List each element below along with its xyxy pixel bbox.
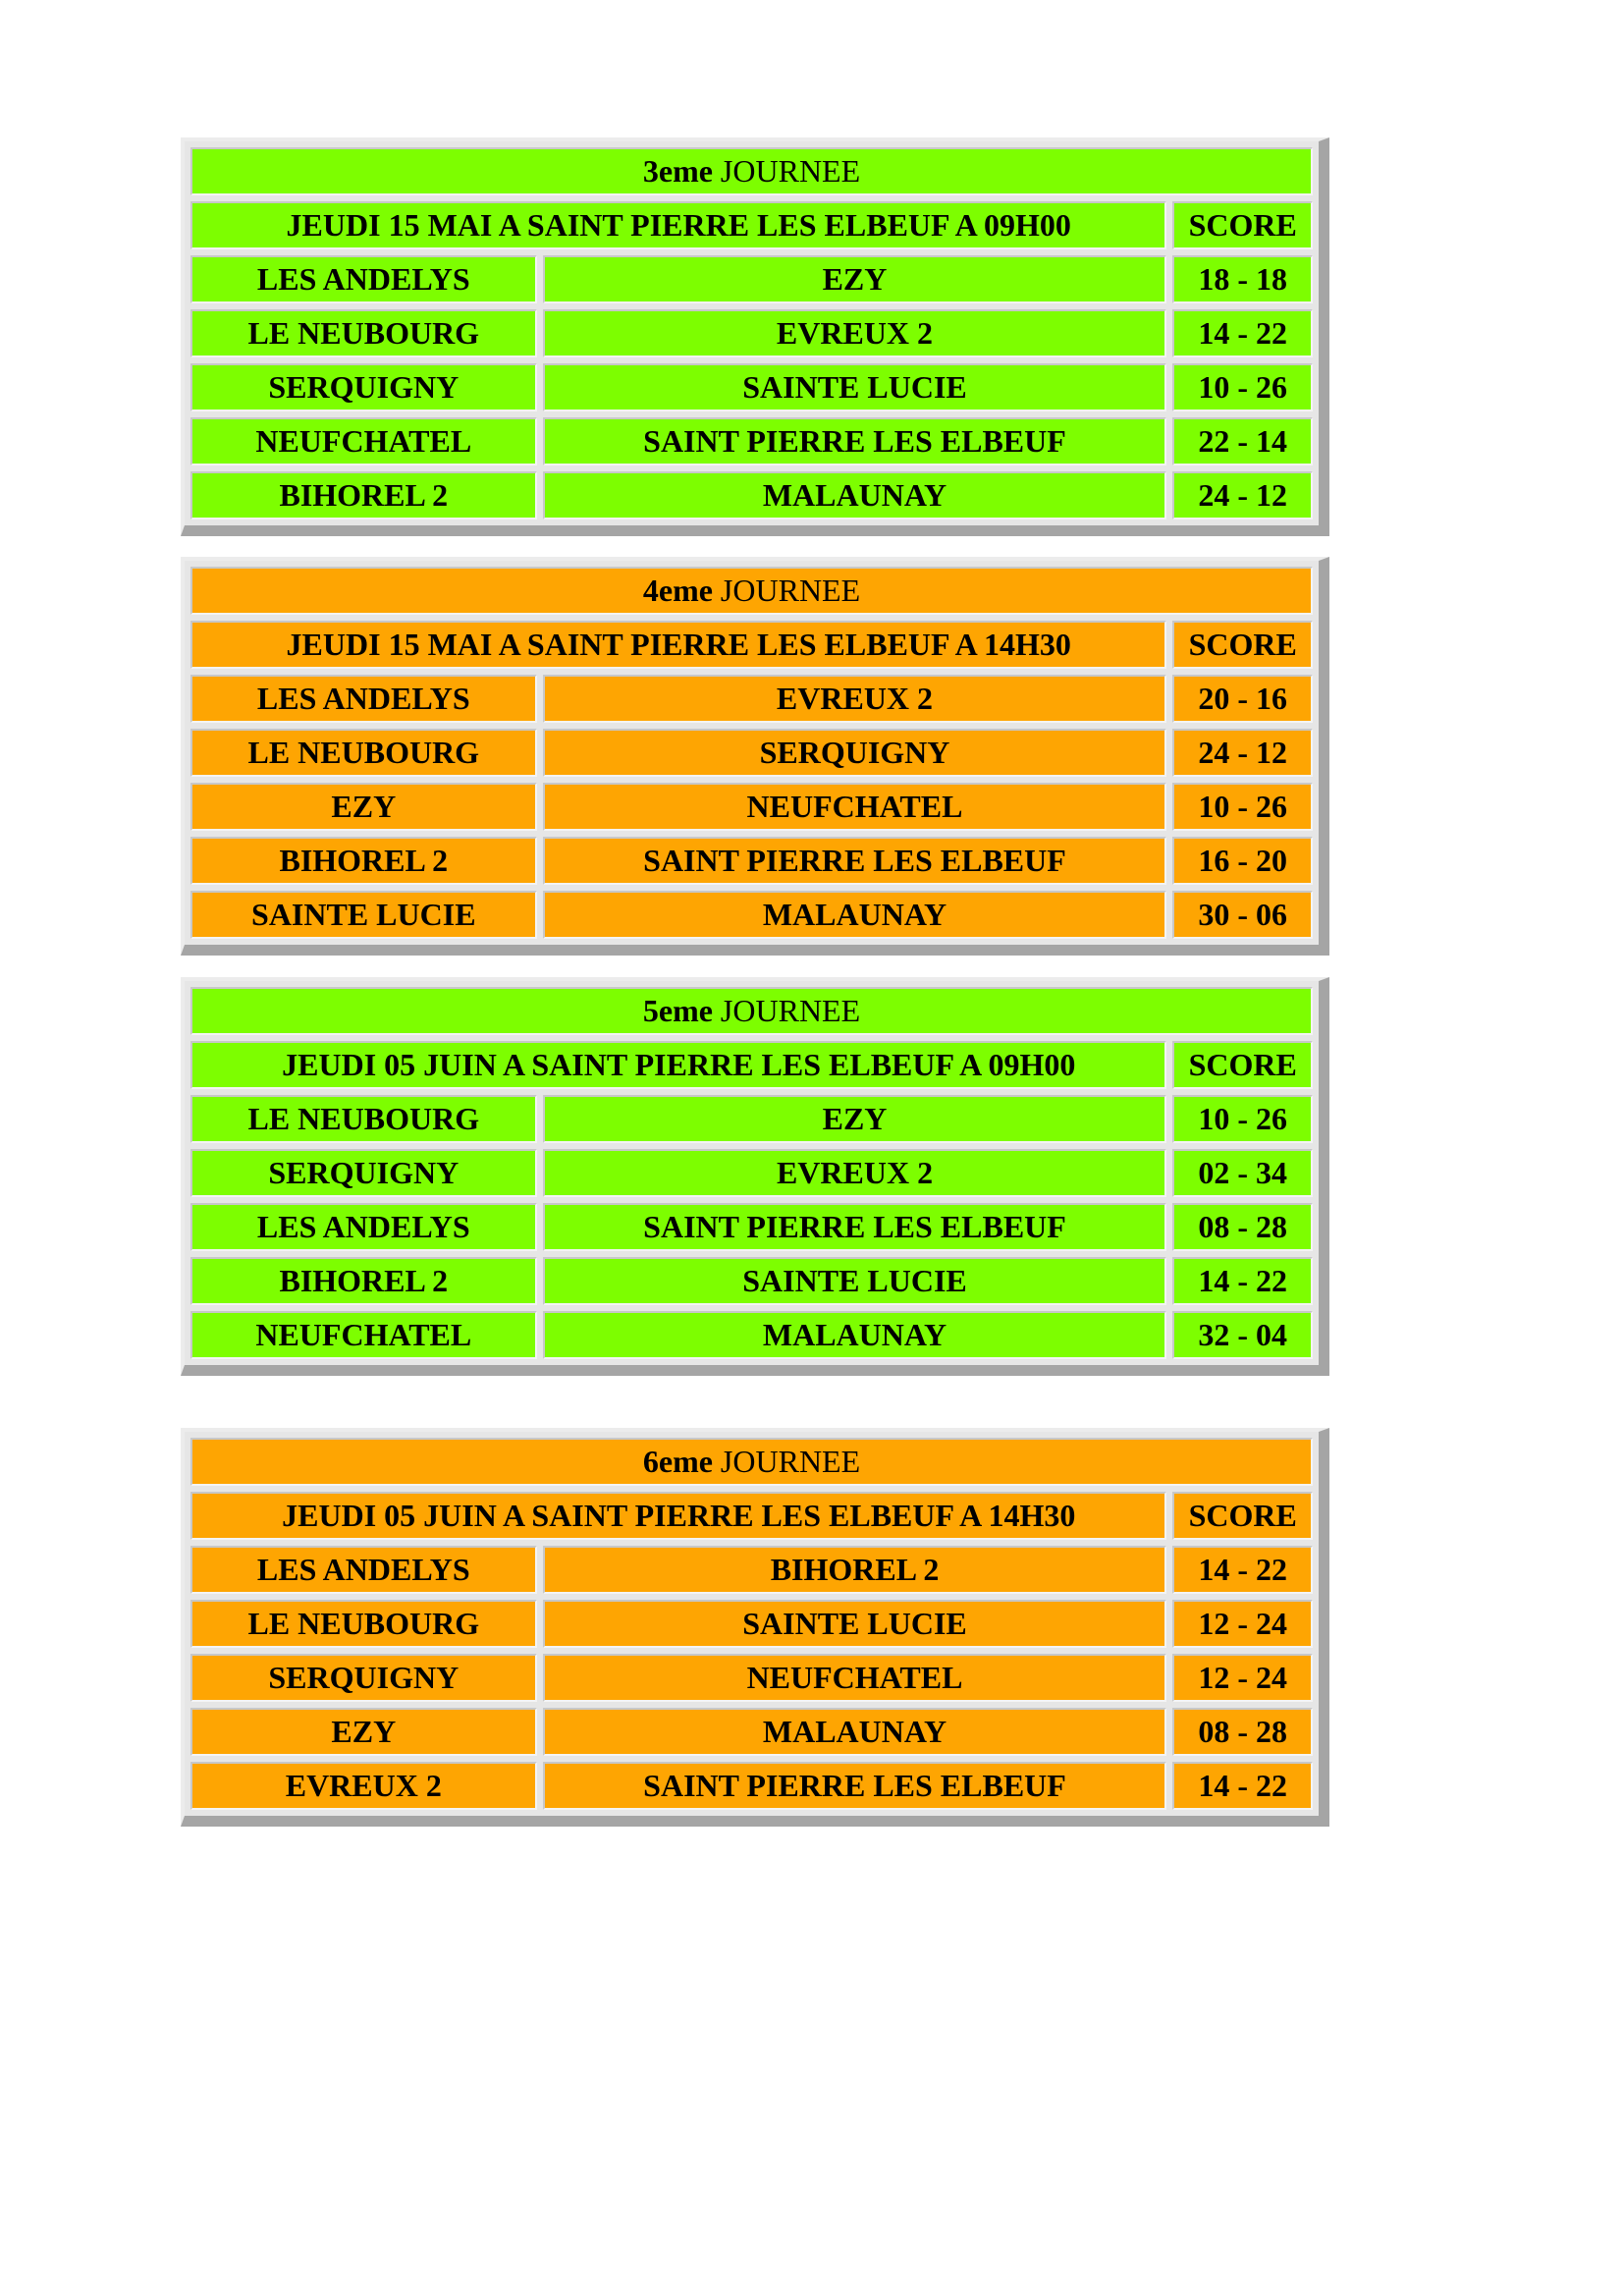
round-table-3 — [181, 137, 1329, 536]
match-row — [190, 1546, 1313, 1594]
home-team: EVREUX 2 — [190, 1762, 537, 1810]
match-score: 14 - 22 — [1172, 1546, 1313, 1594]
match-score: 02 - 34 — [1172, 1149, 1313, 1197]
away-team: MALAUNAY — [543, 891, 1167, 939]
home-team: LES ANDELYS — [190, 1546, 537, 1594]
round-word: JOURNEE — [712, 573, 861, 608]
away-team: EVREUX 2 — [543, 675, 1167, 723]
away-team: NEUFCHATEL — [543, 1654, 1167, 1702]
match-row — [190, 1654, 1313, 1702]
home-team: EZY — [190, 783, 537, 831]
match-score: 32 - 04 — [1172, 1311, 1313, 1359]
round-word: JOURNEE — [712, 153, 861, 189]
match-row — [190, 1708, 1313, 1756]
match-row — [190, 309, 1313, 357]
score-header: SCORE — [1172, 1041, 1313, 1089]
match-row — [190, 837, 1313, 885]
match-row — [190, 255, 1313, 303]
away-team: SERQUIGNY — [543, 729, 1167, 777]
score-header: SCORE — [1172, 621, 1313, 669]
home-team: EZY — [190, 1708, 537, 1756]
round-title — [190, 1438, 1313, 1486]
home-team: LES ANDELYS — [190, 255, 537, 303]
match-row — [190, 1095, 1313, 1143]
schedule-table — [181, 137, 1329, 536]
away-team: MALAUNAY — [543, 1311, 1167, 1359]
match-row — [190, 1149, 1313, 1197]
schedule-table — [181, 1428, 1329, 1827]
home-team: BIHOREL 2 — [190, 837, 537, 885]
away-team: EZY — [543, 1095, 1167, 1143]
schedule-table — [181, 977, 1329, 1376]
away-team: BIHOREL 2 — [543, 1546, 1167, 1594]
score-header: SCORE — [1172, 201, 1313, 249]
away-team: EVREUX 2 — [543, 1149, 1167, 1197]
match-score: 12 - 24 — [1172, 1600, 1313, 1648]
round-number: 5eme — [642, 993, 713, 1028]
match-row — [190, 675, 1313, 723]
away-team: MALAUNAY — [543, 1708, 1167, 1756]
away-team: SAINT PIERRE LES ELBEUF — [543, 837, 1167, 885]
schedule-table — [181, 557, 1329, 956]
home-team: SERQUIGNY — [190, 1149, 537, 1197]
match-row — [190, 363, 1313, 411]
home-team: LE NEUBOURG — [190, 309, 537, 357]
away-team: NEUFCHATEL — [543, 783, 1167, 831]
home-team: SERQUIGNY — [190, 1654, 537, 1702]
match-score: 18 - 18 — [1172, 255, 1313, 303]
home-team: LE NEUBOURG — [190, 1095, 537, 1143]
match-score: 30 - 06 — [1172, 891, 1313, 939]
round-table-6 — [181, 1428, 1329, 1827]
match-score: 10 - 26 — [1172, 783, 1313, 831]
match-score: 24 - 12 — [1172, 729, 1313, 777]
away-team: SAINTE LUCIE — [543, 363, 1167, 411]
round-table-4 — [181, 557, 1329, 956]
match-row — [190, 729, 1313, 777]
match-score: 14 - 22 — [1172, 1257, 1313, 1305]
match-score: 14 - 22 — [1172, 309, 1313, 357]
away-team: SAINT PIERRE LES ELBEUF — [543, 417, 1167, 465]
match-row — [190, 471, 1313, 519]
match-score: 08 - 28 — [1172, 1203, 1313, 1251]
round-title — [190, 567, 1313, 615]
match-row — [190, 1311, 1313, 1359]
home-team: LE NEUBOURG — [190, 1600, 537, 1648]
match-score: 16 - 20 — [1172, 837, 1313, 885]
match-row — [190, 1203, 1313, 1251]
away-team: EVREUX 2 — [543, 309, 1167, 357]
round-title — [190, 147, 1313, 195]
match-score: 22 - 14 — [1172, 417, 1313, 465]
match-row — [190, 1600, 1313, 1648]
round-number: 4eme — [642, 573, 713, 608]
round-word: JOURNEE — [712, 1444, 861, 1479]
round-word: JOURNEE — [712, 993, 861, 1028]
round-table-5 — [181, 977, 1329, 1376]
round-date-venue: JEUDI 15 MAI A SAINT PIERRE LES ELBEUF A 09H00 — [190, 201, 1166, 249]
round-number: 3eme — [642, 153, 713, 189]
home-team: NEUFCHATEL — [190, 1311, 537, 1359]
round-date-venue: JEUDI 15 MAI A SAINT PIERRE LES ELBEUF A 14H30 — [190, 621, 1166, 669]
match-row — [190, 417, 1313, 465]
away-team: SAINT PIERRE LES ELBEUF — [543, 1203, 1167, 1251]
round-date-venue: JEUDI 05 JUIN A SAINT PIERRE LES ELBEUF A 14H30 — [190, 1492, 1166, 1540]
home-team: LES ANDELYS — [190, 1203, 537, 1251]
away-team: MALAUNAY — [543, 471, 1167, 519]
home-team: SERQUIGNY — [190, 363, 537, 411]
match-score: 12 - 24 — [1172, 1654, 1313, 1702]
home-team: BIHOREL 2 — [190, 471, 537, 519]
match-score: 10 - 26 — [1172, 363, 1313, 411]
home-team: SAINTE LUCIE — [190, 891, 537, 939]
match-score: 20 - 16 — [1172, 675, 1313, 723]
home-team: LE NEUBOURG — [190, 729, 537, 777]
match-row — [190, 1762, 1313, 1810]
away-team: SAINTE LUCIE — [543, 1600, 1167, 1648]
round-title — [190, 987, 1313, 1035]
match-score: 08 - 28 — [1172, 1708, 1313, 1756]
home-team: BIHOREL 2 — [190, 1257, 537, 1305]
home-team: NEUFCHATEL — [190, 417, 537, 465]
round-date-venue: JEUDI 05 JUIN A SAINT PIERRE LES ELBEUF A 09H00 — [190, 1041, 1166, 1089]
match-score: 14 - 22 — [1172, 1762, 1313, 1810]
away-team: SAINTE LUCIE — [543, 1257, 1167, 1305]
match-score: 24 - 12 — [1172, 471, 1313, 519]
match-row — [190, 891, 1313, 939]
match-row — [190, 783, 1313, 831]
away-team: SAINT PIERRE LES ELBEUF — [543, 1762, 1167, 1810]
away-team: EZY — [543, 255, 1167, 303]
score-header: SCORE — [1172, 1492, 1313, 1540]
match-score: 10 - 26 — [1172, 1095, 1313, 1143]
match-row — [190, 1257, 1313, 1305]
home-team: LES ANDELYS — [190, 675, 537, 723]
round-number: 6eme — [642, 1444, 713, 1479]
